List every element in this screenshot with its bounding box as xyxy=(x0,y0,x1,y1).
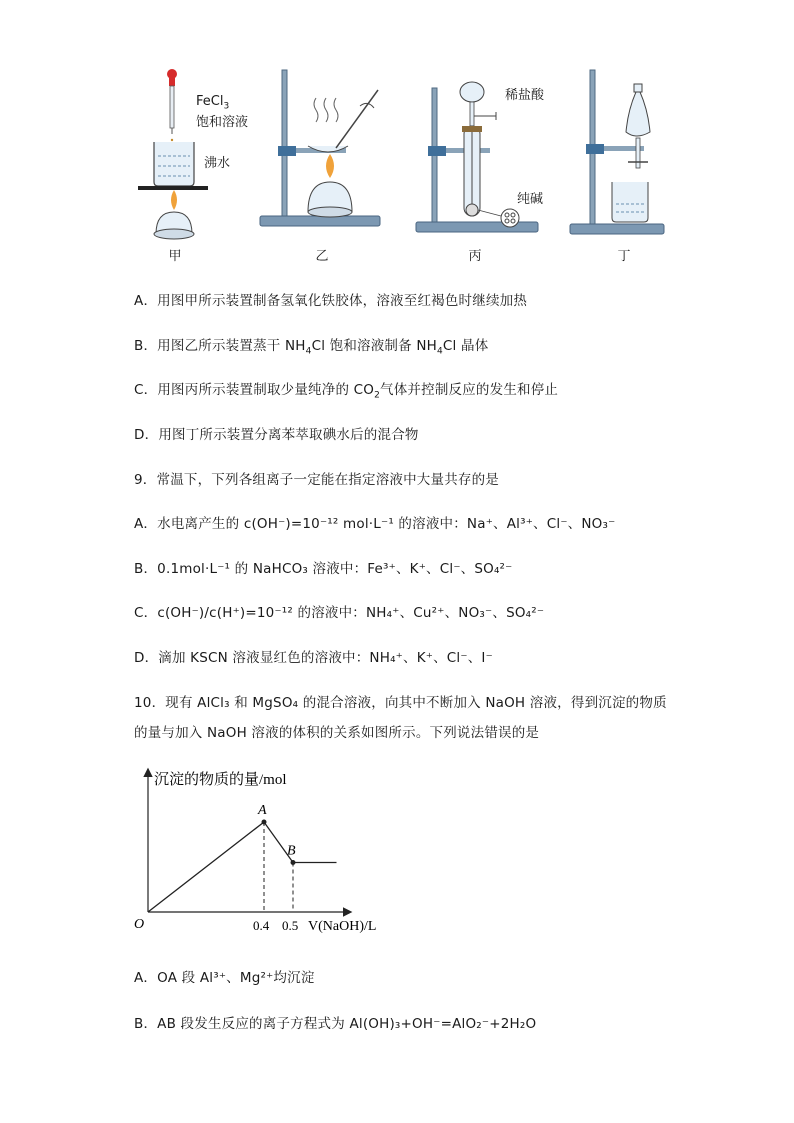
caption-jia: 甲 xyxy=(168,249,182,264)
jia-reagent-label: FeCl$_3$ 饱和溶液 xyxy=(196,94,249,130)
caption-bing: 丙 xyxy=(468,249,482,264)
chart-series-line xyxy=(148,822,337,912)
caption-yi: 乙 xyxy=(315,249,329,264)
q10-option-b: B．AB 段发生反应的离子方程式为 Al(OH)₃+OH⁻=AlO₂⁻+2H₂O xyxy=(134,1016,537,1032)
chart-origin-label: O xyxy=(134,917,145,932)
chart-y-label: 沉淀的物质的量/mol xyxy=(154,772,287,788)
q8-option-c: C．用图丙所示装置制取少量纯净的 $CO_2$气体并控制反应的发生和停止 xyxy=(134,382,559,401)
chart-x-tick-1: 0.5 xyxy=(282,918,299,933)
bing-soda-label: 纯碱 xyxy=(517,192,544,207)
caption-ding: 丁 xyxy=(617,249,631,264)
q10-chart xyxy=(128,760,408,940)
jia-water-label: 沸水 xyxy=(204,156,231,171)
q10-stem-line2: 的量与加入 NaOH 溶液的体积的关系如图所示。下列说法错误的是 xyxy=(134,725,540,741)
q10-stem-line1: 10．现有 AlCl₃ 和 MgSO₄ 的混合溶液，向其中不断加入 NaOH 溶液，得到沉淀的物质 xyxy=(134,695,667,711)
apparatus-ding xyxy=(570,70,664,234)
chart-x-label: V(NaOH)/L xyxy=(308,919,377,934)
chart-point-label-a: A xyxy=(258,803,267,818)
chart-point-label-b: B xyxy=(287,843,296,859)
apparatus-bing xyxy=(416,82,538,232)
bing-acid-label: 稀盐酸 xyxy=(505,88,545,103)
chart-x-tick-0: 0.4 xyxy=(253,918,270,933)
q9-option-b: B．0.1mol·L⁻¹ 的 NaHCO₃ 溶液中：Fe³⁺、K⁺、Cl⁻、SO₄²⁻ xyxy=(134,561,513,577)
q9-option-a: A．水电离产生的 c(OH⁻)=10⁻¹² mol·L⁻¹ 的溶液中：Na⁺、Al³⁺、Cl⁻、NO₃⁻ xyxy=(134,516,616,532)
q8-option-b: B．用图乙所示装置蒸干 $NH_4Cl$ 饱和溶液制备 $NH_4Cl$ 晶体 xyxy=(134,338,489,357)
q10-option-a: A．OA 段 Al³⁺、Mg²⁺均沉淀 xyxy=(134,970,315,986)
q9-option-d: D．滴加 KSCN 溶液显红色的溶液中：NH₄⁺、K⁺、Cl⁻、I⁻ xyxy=(134,650,493,666)
apparatus-yi xyxy=(260,70,380,226)
q8-option-a: A．用图甲所示装置制备氢氧化铁胶体，溶液至红褐色时继续加热 xyxy=(134,293,528,309)
q9-option-c: C．c(OH⁻)/c(H⁺)=10⁻¹² 的溶液中：NH₄⁺、Cu²⁺、NO₃⁻、SO₄²⁻ xyxy=(134,605,545,621)
q8-option-d: D．用图丁所示装置分离苯萃取碘水后的混合物 xyxy=(134,427,419,443)
q9-stem: 9．常温下，下列各组离子一定能在指定溶液中大量共存的是 xyxy=(134,472,499,488)
